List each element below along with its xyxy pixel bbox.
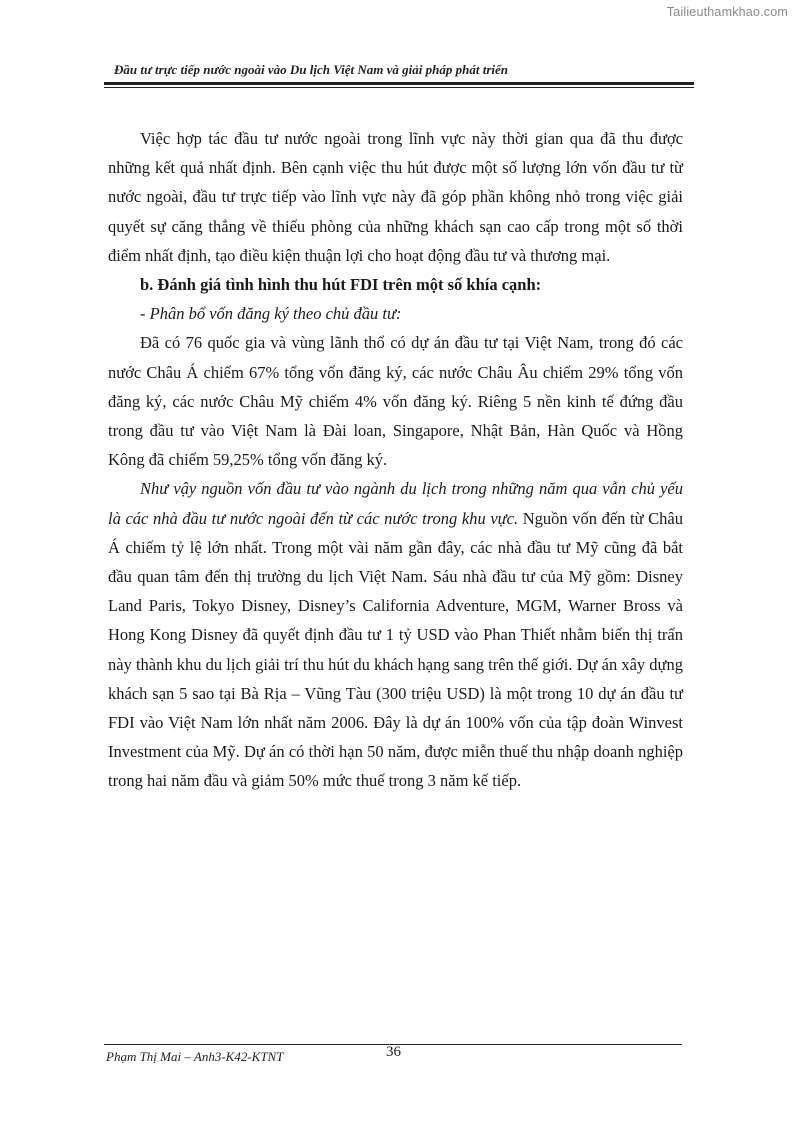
header-rule-thin — [104, 87, 694, 88]
page-header — [104, 62, 694, 88]
paragraph-2: Đã có 76 quốc gia và vùng lãnh thổ có dự án đầu tư tại Việt Nam, trong đó các nước Châu Á chiếm 67% tổng vốn đăng ký, các nước Châu Âu chiếm 29% tổng vốn đăng ký, các nước Châu Mỹ chiếm 4% vốn đăng ký. Riêng 5 nền kinh tế đứng đầu trong đầu tư vào Việt Nam là Đài loan, Singapore, Nhật Bản, Hàn Quốc và Hồng Kông đã chiếm 59,25% tổng vốn đăng ký. — [108, 333, 683, 470]
watermark: Tailieuthamkhao.com — [666, 5, 788, 19]
section-heading-b: b. Đánh giá tình hình thu hút FDI trên một số khía cạnh: — [140, 275, 542, 295]
header-rule-thick — [104, 82, 694, 85]
paragraph-3-rest: Nguồn vốn đến từ Châu Á chiếm tỷ lệ lớn nhất. Trong một vài năm gần đây, các nhà đầu tư Mỹ cũng đã bắt đầu quan tâm đến thị trường du lịch Việt Nam. Sáu nhà đầu tư của Mỹ gồm: Disney Land Paris, Tokyo Disney, Disney’s California Adventure, MGM, Warner Bross và Hong Kong Disney đã quyết định đầu tư 1 tỷ USD vào Phan Thiết nhằm biến thị trấn này thành khu du lịch giải trí thu hút du khách hạng sang trên thế giới. Dự án xây dựng khách sạn 5 sao tại Bà Rịa – Vũng Tàu (300 triệu USD) là một trong 10 dự án đầu tư FDI vào Việt Nam lớn nhất năm 2006. Đây là dự án 100% vốn của tập đoàn Winvest Investment của Mỹ. Dự án có thời hạn 50 năm, được miễn thuế thu nhập doanh nghiệp trong hai năm đầu và giảm 50% mức thuế trong 3 năm kế tiếp. — [108, 508, 683, 791]
footer-author: Phạm Thị Mai – Anh3-K42-KTNT — [106, 1049, 284, 1064]
document-body — [108, 124, 683, 796]
paragraph-3-italic: Như vậy nguồn vốn đầu tư vào ngành du lịch trong những năm qua vẫn chủ yếu là các nhà đầu tư nước ngoài đến từ các nước trong khu vực. — [108, 479, 683, 528]
subheading: - Phân bổ vốn đăng ký theo chủ đầu tư: — [140, 304, 402, 324]
page-number: 36 — [386, 1044, 401, 1060]
paragraph-1: Việc hợp tác đầu tư nước ngoài trong lĩnh vực này thời gian qua đã thu được những kết quả nhất định. Bên cạnh việc thu hút được một số lượng lớn vốn đầu tư từ nước ngoài, đầu tư trực tiếp vào lĩnh vực này đã góp phần không nhỏ trong việc giải quyết sự căng thẳng về thiếu phòng của những khách sạn cao cấp trong một số thời điểm nhất định, tạo điều kiện thuận lợi cho hoạt động đầu tư và thương mại. — [108, 129, 683, 265]
header-title: Đầu tư trực tiếp nước ngoài vào Du lịch Việt Nam và giải pháp phát triển — [114, 62, 509, 77]
page-footer — [104, 1044, 682, 1067]
paragraph-3 — [108, 474, 683, 795]
